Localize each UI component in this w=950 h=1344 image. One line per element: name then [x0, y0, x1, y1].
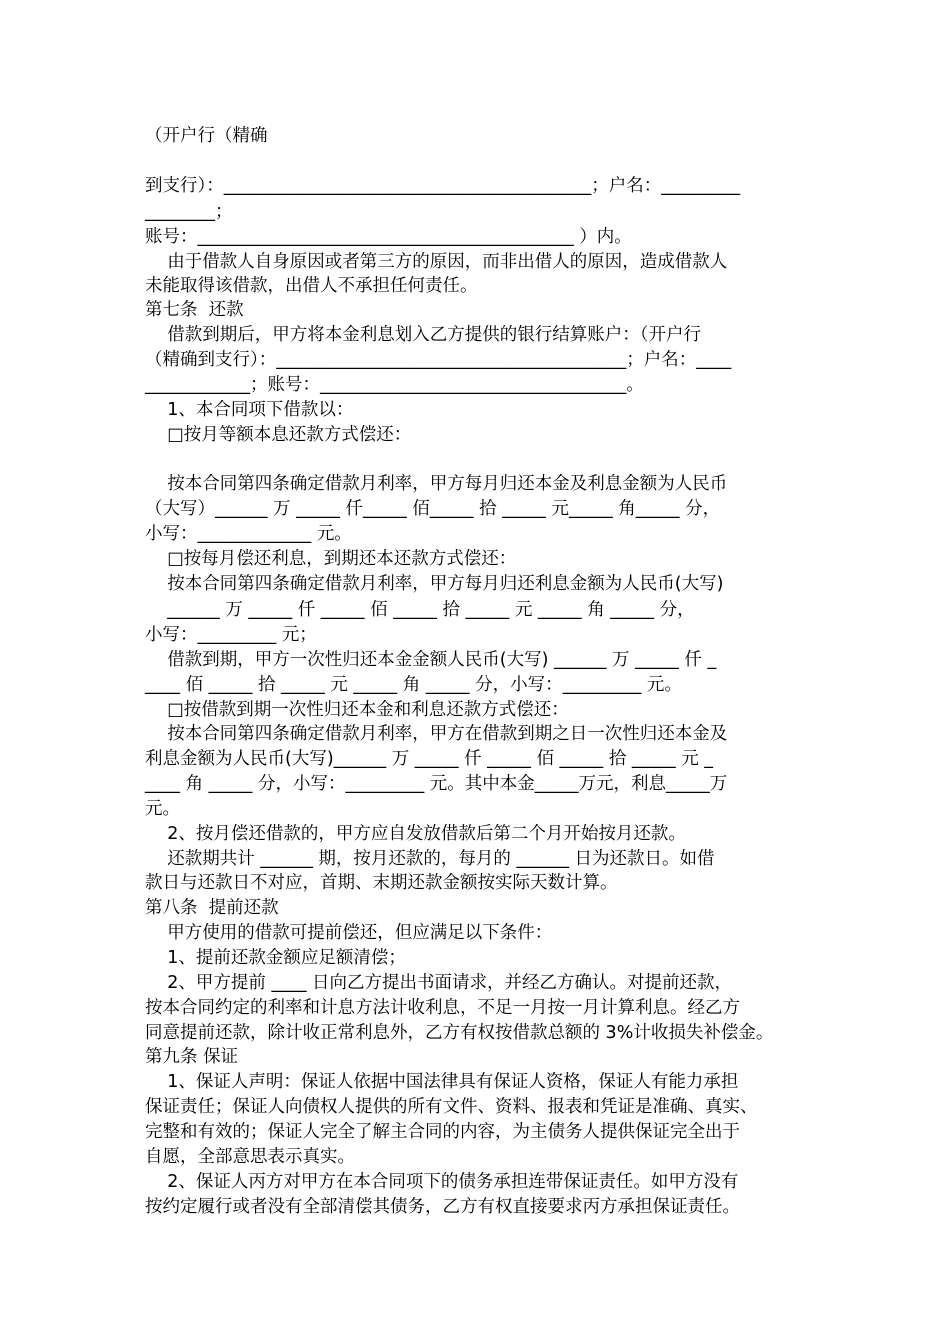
text-line: 到支行）：__________________________________________；户名：_________	[145, 176, 740, 196]
text-line: （精确到支行）：________________________________________；户名：____	[145, 350, 732, 370]
text-line: 1、提前还款金额应足额清偿；	[145, 948, 406, 968]
text-line: 利息金额为人民币(大写)______ 万 _____ 仟 _____ 佰 _____ 拾 _____ 元 _	[145, 749, 714, 769]
text-line: 小写：_________ 元；	[145, 625, 317, 645]
text-line: 账号：___________________________________________ ）内。	[145, 227, 632, 247]
text-line: 按本合同第四条确定借款月利率，甲方在借款到期之日一次性归还本金及	[145, 724, 728, 744]
text-line: 甲方使用的借款可提前偿还，但应满足以下条件：	[145, 923, 553, 943]
text-line: 借款到期后，甲方将本金利息划入乙方提供的银行结算账户：（开户行	[145, 325, 701, 345]
text-line: 由于借款人自身原因或者第三方的原因，而非出借人的原因，造成借款人	[145, 252, 728, 272]
text-line: 借款到期，甲方一次性归还本金金额人民币(大写) ______ 万 _____ 仟 _	[145, 650, 717, 670]
text-line: 1、本合同项下借款以：	[145, 400, 354, 420]
text-line: 小写：_____________ 元。	[145, 524, 352, 544]
text-line: （开户行（精确	[145, 126, 268, 146]
text-line: ____________；账号：___________________________________。	[145, 375, 644, 395]
text-line: 元。	[145, 799, 180, 819]
text-line: ______ 万 _____ 仟 _____ 佰 _____ 拾 _____ 元 _____ 角 _____ 分，	[145, 600, 695, 620]
text-line: ____ 角 _____ 分，小写：_________ 元。其中本金_____万元，利息_____万	[145, 774, 728, 794]
section-heading: 第九条 保证	[145, 1047, 239, 1067]
section-heading: 第七条 还款	[145, 300, 244, 320]
text-line: 按本合同约定的利率和计息方法计收利息，不足一月按一月计算利息。经乙方	[145, 998, 740, 1018]
text-line: （大写）______ 万 _____ 仟_____ 佰_____ 拾 _____ 元_____ 角_____ 分，	[145, 499, 721, 519]
checkbox-option: □按每月偿还利息，到期还本还款方式偿还：	[145, 549, 517, 569]
text-line: ________；	[145, 202, 233, 222]
text-line: 2、甲方提前 ____ 日向乙方提出书面请求，并经乙方确认。对提前还款，	[145, 973, 733, 993]
text-line: 2、保证人丙方对甲方在本合同项下的债务承担连带保证责任。如甲方没有	[145, 1172, 739, 1192]
text-line: 按本合同第四条确定借款月利率，甲方每月归还利息金额为人民币(大写)	[145, 574, 724, 594]
text-line: 自愿，全部意思表示真实。	[145, 1147, 355, 1167]
section-heading: 第八条 提前还款	[145, 898, 279, 918]
text-line: 1、保证人声明：保证人依据中国法律具有保证人资格，保证人有能力承担	[145, 1072, 739, 1092]
text-line: 按本合同第四条确定借款月利率，甲方每月归还本金及利息金额为人民币	[145, 474, 728, 494]
checkbox-option: □按借款到期一次性归还本金和利息还款方式偿还：	[145, 700, 569, 720]
text-line: 2、按月偿还借款的，甲方应自发放借款后第二个月开始按月还款。	[145, 824, 686, 844]
checkbox-option: □按月等额本息还款方式偿还：	[145, 425, 412, 445]
text-line: 款日与还款日不对应，首期、末期还款金额按实际天数计算。	[145, 873, 618, 893]
text-line: ____ 佰 _____ 拾 _____ 元 _____ 角 _____ 分，小写：_________ 元。	[145, 675, 682, 695]
text-line: 还款期共计 ______ 期，按月还款的，每月的 ______ 日为还款日。如借	[145, 849, 715, 869]
text-line: 保证责任；保证人向债权人提供的所有文件、资料、报表和凭证是准确、真实、	[145, 1097, 758, 1117]
text-line: 未能取得该借款，出借人不承担任何责任。	[145, 276, 478, 296]
text-line: 同意提前还款，除计收正常利息外，乙方有权按借款总额的 3%计收损失补偿金。	[145, 1023, 774, 1043]
text-line: 完整和有效的；保证人完全了解主合同的内容，为主债务人提供保证完全出于	[145, 1122, 740, 1142]
text-line: 按约定履行或者没有全部清偿其债务，乙方有权直接要求丙方承担保证责任。	[145, 1197, 740, 1217]
